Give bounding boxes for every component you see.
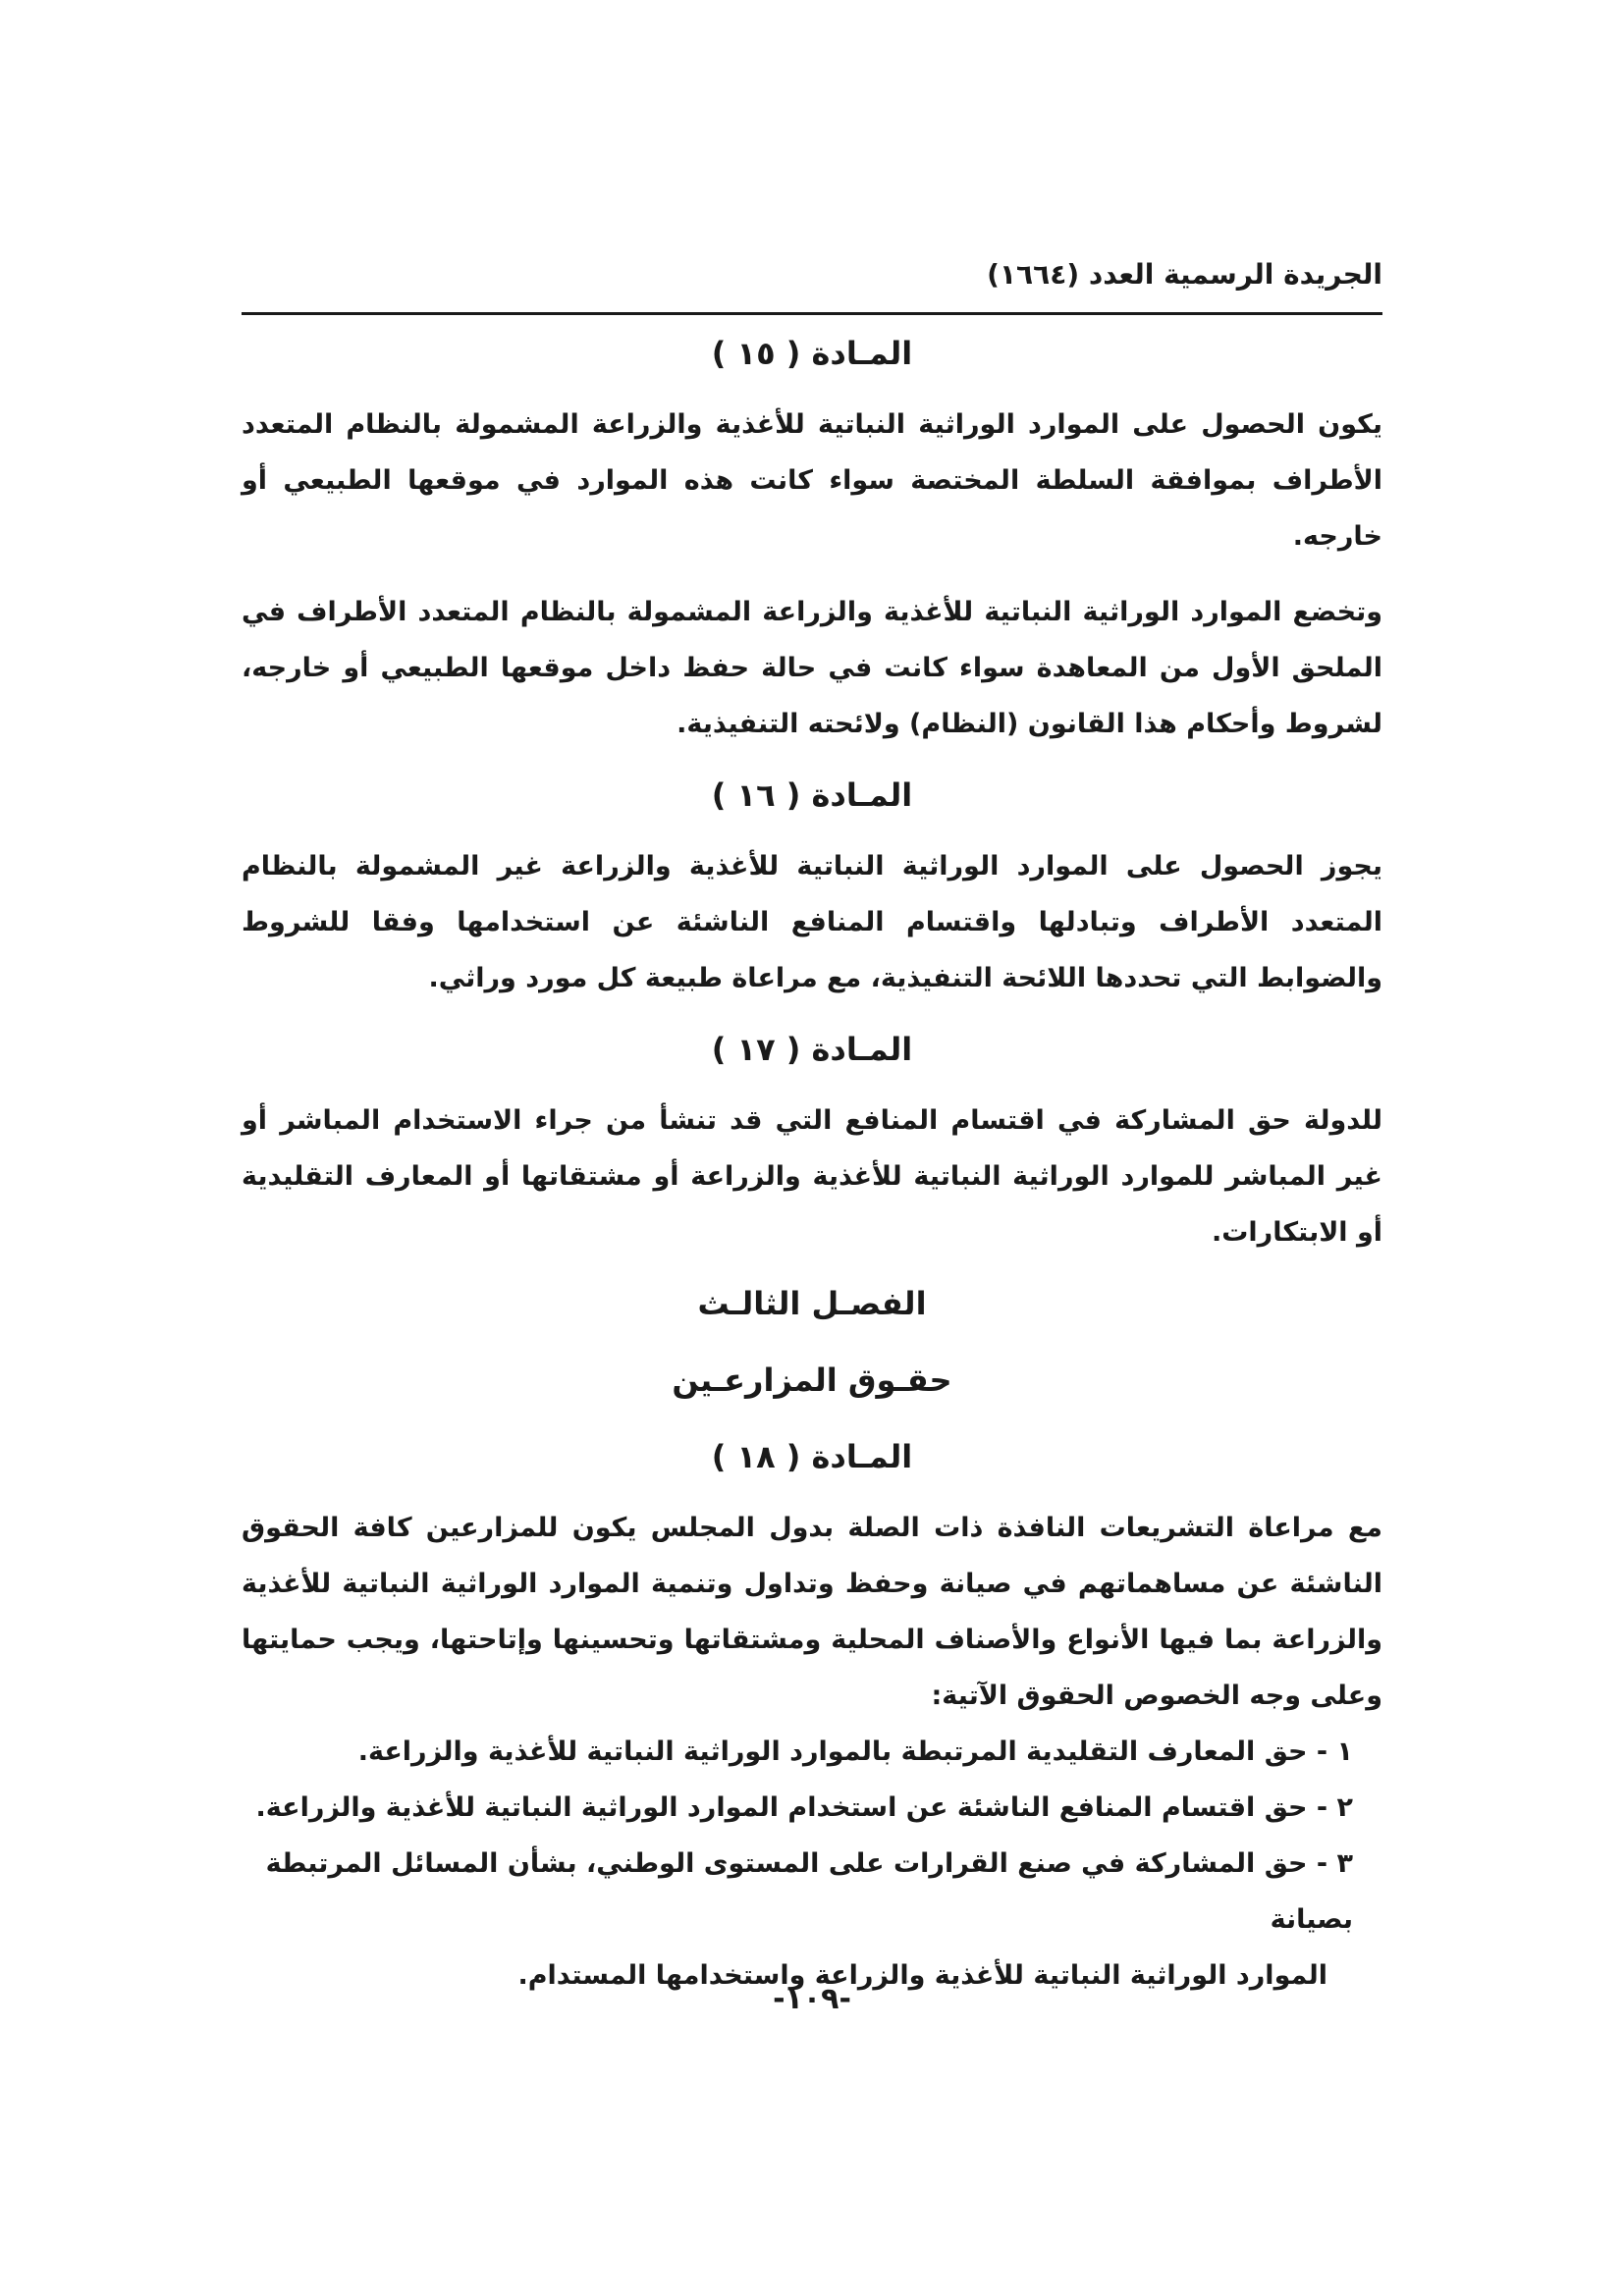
- list-item: ٣ - حق المشاركة في صنع القرارات على المستوى الوطني، بشأن المسائل المرتبطة بصيانة: [265, 1848, 1353, 1935]
- page-number: -١٠٩-: [773, 1982, 851, 2016]
- article-15-paragraph-2: وتخضع الموارد الوراثية النباتية للأغذية والزراعة المشمولة بالنظام المتعدد الأطراف في الملحق الأول من المعاهدة سواء كانت في حالة حفظ داخل موقعها الطبيعي أو خارجه، لشروط وأحكام هذا القانون (النظام) ولائحته التنفيذية.: [242, 597, 1382, 739]
- article-15-heading: المـادة ( ١٥ ): [711, 335, 913, 372]
- list-item: ١ - حق المعارف التقليدية المرتبطة بالموارد الوراثية النباتية للأغذية والزراعة.: [357, 1736, 1353, 1767]
- chapter-3-subtitle: حقـوق المزارعـين: [672, 1362, 952, 1399]
- list-item-continuation: الموارد الوراثية النباتية للأغذية والزراعة واستخدامها المستدام.: [517, 1960, 1327, 1991]
- article-16-heading: المـادة ( ١٦ ): [711, 776, 913, 814]
- article-18-heading: المـادة ( ١٨ ): [711, 1438, 913, 1475]
- article-18-paragraph-1: مع مراعاة التشريعات النافذة ذات الصلة بدول المجلس يكون للمزارعين كافة الحقوق الناشئة عن مساهماتهم في صيانة وحفظ وتداول وتنمية الموارد الوراثية النباتية للأغذية والزراعة بما فيها الأنواع والأصناف المحلية ومشتقاتها وتحسينها وإتاحتها، ويجب حمايتها وعلى وجه الخصوص الحقوق الآتية:: [242, 1513, 1382, 1711]
- list-item: ٢ - حق اقتسام المنافع الناشئة عن استخدام الموارد الوراثية النباتية للأغذية والزراعة.: [255, 1792, 1353, 1823]
- gazette-title: الجريدة الرسمية العدد (١٦٦٤): [987, 258, 1382, 291]
- article-16-paragraph-1: يجوز الحصول على الموارد الوراثية النباتية للأغذية والزراعة غير المشمولة بالنظام المتعدد الأطراف وتبادلها واقتسام المنافع الناشئة عن استخدامها وفقا للشروط والضوابط التي تحددها اللائحة التنفيذية، مع مراعاة طبيعة كل مورد وراثي.: [242, 851, 1382, 993]
- article-15-paragraph-1: يكون الحصول على الموارد الوراثية النباتية للأغذية والزراعة المشمولة بالنظام المتعدد الأطراف بموافقة السلطة المختصة سواء كانت هذه الموارد في موقعها الطبيعي أو خارجه.: [242, 409, 1382, 552]
- document-body: [242, 324, 1382, 2003]
- article-17-paragraph-1: للدولة حق المشاركة في اقتسام المنافع التي قد تنشأ من جراء الاستخدام المباشر أو غير المباشر للموارد الوراثية النباتية للأغذية والزراعة أو مشتقاتها أو المعارف التقليدية أو الابتكارات.: [242, 1105, 1382, 1248]
- chapter-3-title: الفصـل الثالـث: [697, 1285, 927, 1322]
- page-header: [242, 257, 1382, 315]
- article-17-heading: المـادة ( ١٧ ): [711, 1031, 913, 1068]
- farmers-rights-list: [242, 1724, 1382, 2003]
